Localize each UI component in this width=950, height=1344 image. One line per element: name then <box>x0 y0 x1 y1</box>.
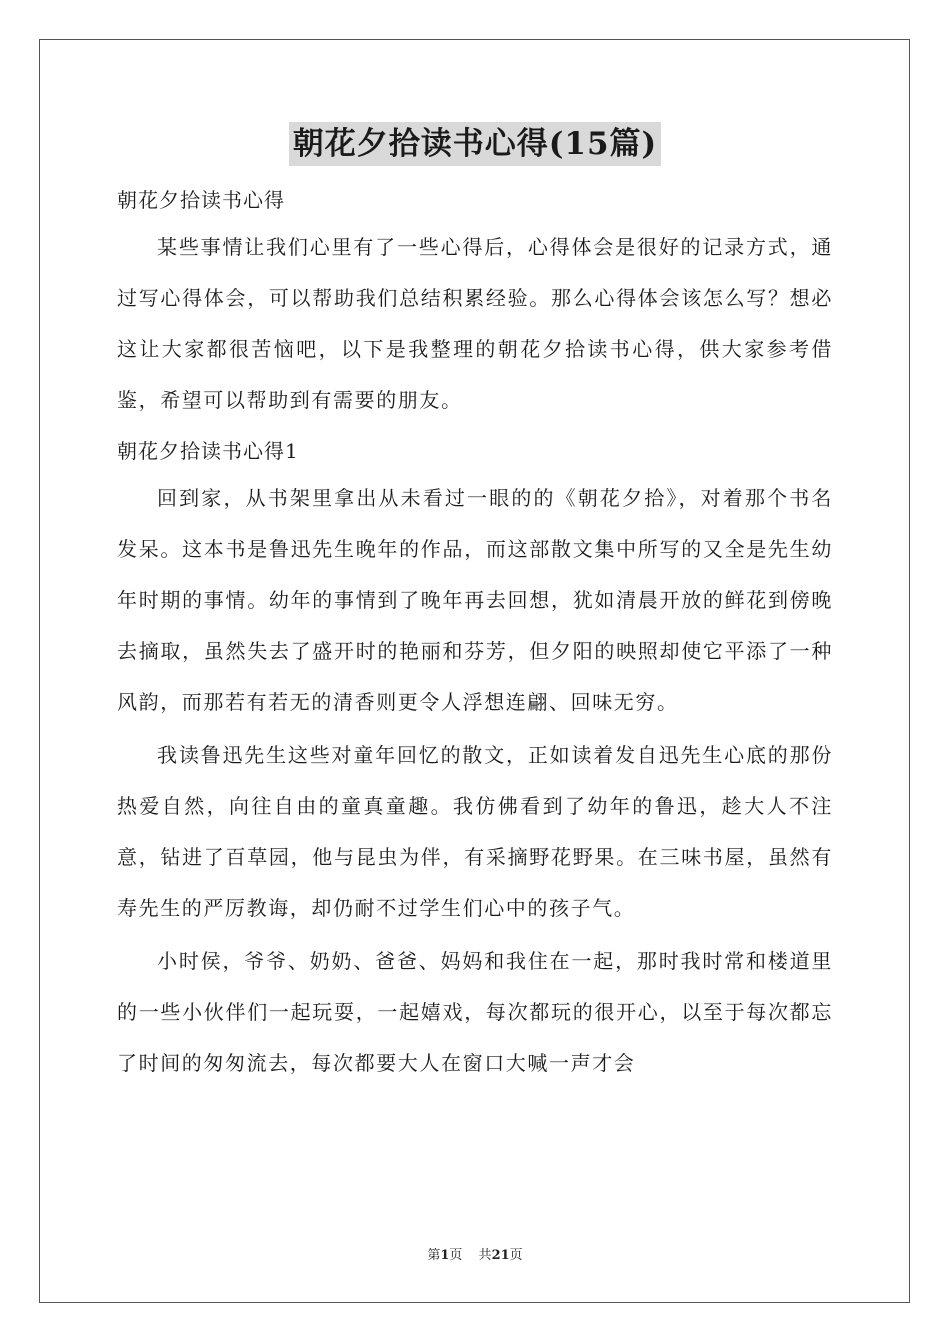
page-total: 共21页 <box>478 1248 523 1263</box>
document-title: 朝花夕拾读书心得(15篇) <box>289 122 661 166</box>
title-container <box>0 122 950 166</box>
intro-paragraph: 某些事情让我们心里有了一些心得后，心得体会是很好的记录方式，通过写心得体会，可以帮助我们总结积累经验。那么心得体会该怎么写？想必这让大家都很苦恼吧，以下是我整理的朝花夕拾读书心得，供大家参考借鉴，希望可以帮助到有需要的朋友。 <box>117 235 833 412</box>
section-heading-1: 朝花夕拾读书心得1 <box>117 439 299 463</box>
body-paragraph: 小时侯，爷爷、奶奶、爸爸、妈妈和我住在一起，那时我时常和楼道里的一些小伙伴们一起玩耍，一起嬉戏，每次都玩的很开心，以至于每次都忘了时间的匆匆流去，每次都要大人在窗口大喊一声才会 <box>117 949 833 1075</box>
body-paragraph: 回到家，从书架里拿出从未看过一眼的的《朝花夕拾》，对着那个书名发呆。这本书是鲁迅先生晚年的作品，而这部散文集中所写的又全是先生幼年时期的事情。幼年的事情到了晚年再去回想，犹如清晨开放的鲜花到傍晚去摘取，虽然失去了盛开时的艳丽和芬芳，但夕阳的映照却使它平添了一种风韵，而那若有若无的清香则更令人浮想连翩、回味无穷。 <box>117 486 833 714</box>
document-body <box>117 178 833 1090</box>
page-number: 第1页 <box>427 1248 463 1263</box>
body-paragraph: 我读鲁迅先生这些对童年回忆的散文，正如读着发自迅先生心底的那份热爱自然，向往自由的童真童趣。我仿佛看到了幼年的鲁迅，趁大人不注意，钻进了百草园，他与昆虫为伴，有采摘野花野果。在三味书屋，虽然有寿先生的严厉教诲，却仍耐不过学生们心中的孩子气。 <box>117 743 833 920</box>
page-footer <box>0 1246 950 1266</box>
document-subtitle: 朝花夕拾读书心得 <box>117 188 285 212</box>
